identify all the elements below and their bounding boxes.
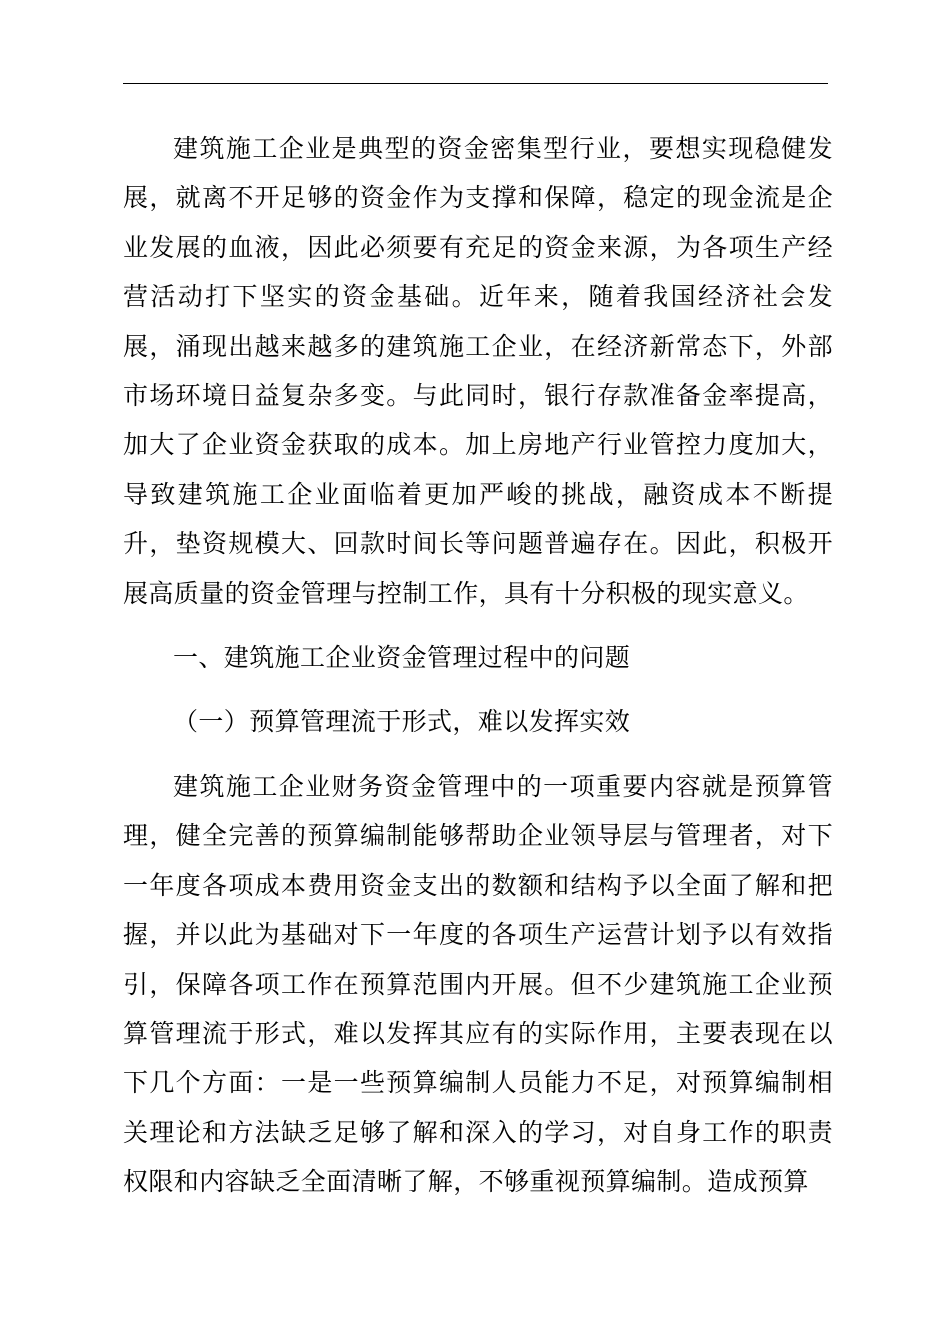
section-heading: 一、建筑施工企业资金管理过程中的问题 [173, 643, 631, 673]
document-body [123, 124, 833, 1207]
subsection-paragraph: 建筑施工企业财务资金管理中的一项重要内容就是预算管理，健全完善的预算编制能够帮助企业领导层与管理者，对下一年度各项成本费用资金支出的数额和结构予以全面了解和把握，并以此为基础对下一年度的各项生产运营计划予以有效指引，保障各项工作在预算范围内开展。但不少建筑施工企业预算管理流于形式，难以发挥其应有的实际作用，主要表现在以下几个方面：一是一些预算编制人员能力不足，对预算编制相关理论和方法缺乏足够了解和深入的学习，对自身工作的职责权限和内容缺乏全面清晰了解，不够重视预算编制。造成预算 [123, 771, 833, 1197]
intro-paragraph: 建筑施工企业是典型的资金密集型行业，要想实现稳健发展，就离不开足够的资金作为支撑和保障，稳定的现金流是企业发展的血液，因此必须要有充足的资金来源，为各项生产经营活动打下坚实的资金基础。近年来，随着我国经济社会发展，涌现出越来越多的建筑施工企业，在经济新常态下，外部市场环境日益复杂多变。与此同时，银行存款准备金率提高，加大了企业资金获取的成本。加上房地产行业管控力度加大，导致建筑施工企业面临着更加严峻的挑战，融资成本不断提升，垫资规模大、回款时间长等问题普遍存在。因此，积极开展高质量的资金管理与控制工作，具有十分积极的现实意义。 [123, 134, 833, 608]
header-rule [123, 83, 828, 84]
subsection-heading: （一）预算管理流于形式，难以发挥实效 [173, 707, 631, 737]
